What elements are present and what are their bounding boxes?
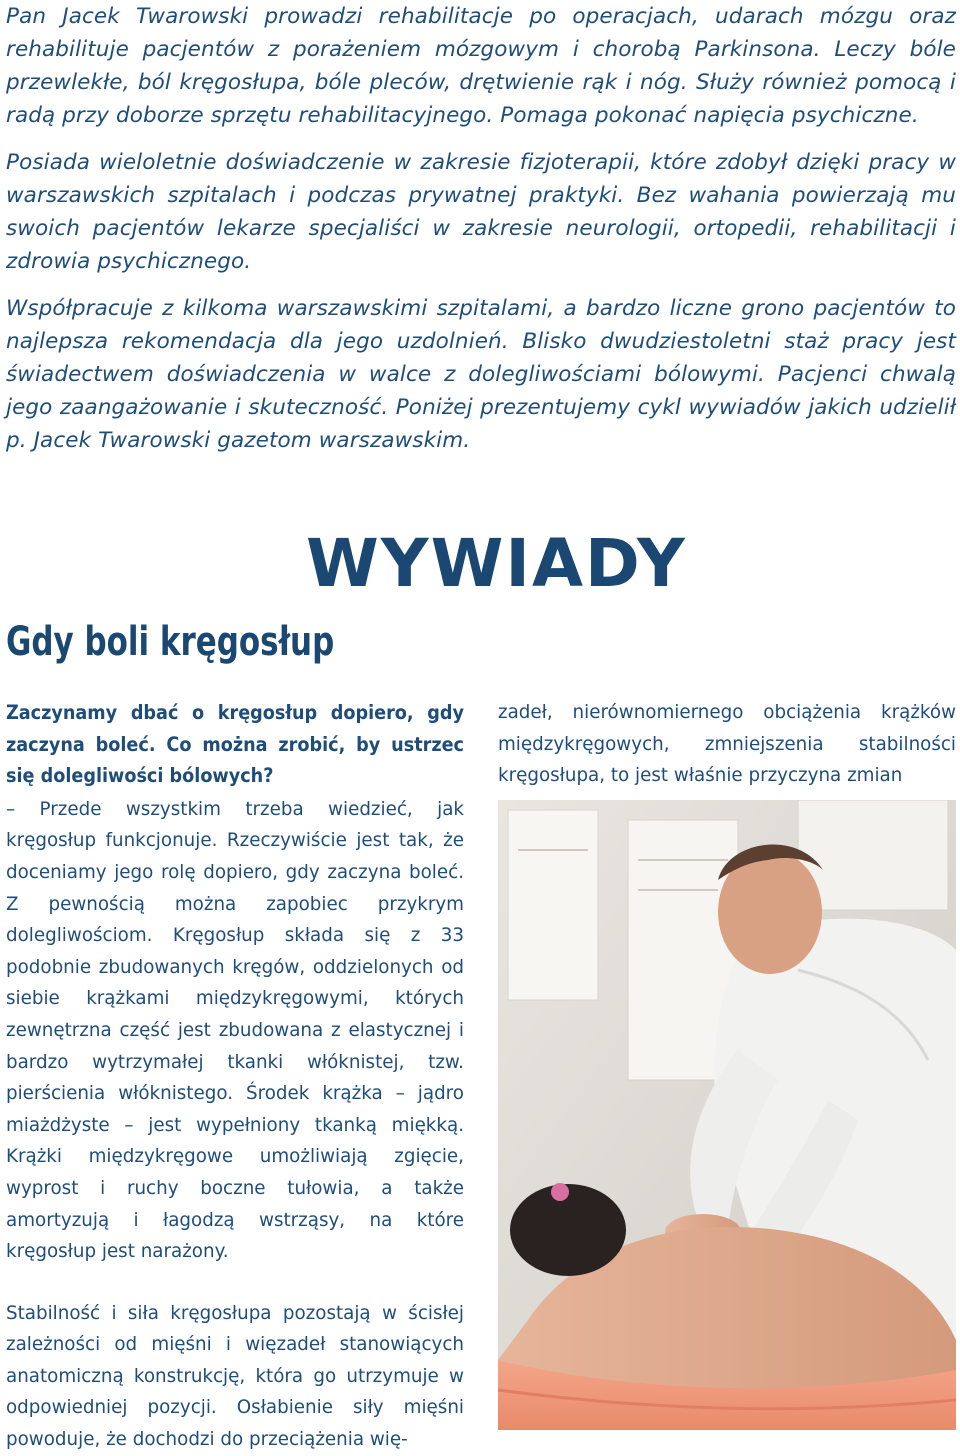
article-left-column — [6, 697, 464, 1456]
answer-paragraph-1: – Przede wszystkim trzeba wiedzieć, jak kręgosłup funkcjonuje. Rzeczywiście jest tak, że doceniamy jego rolę dopiero, gdy zaczyna boleć. Z pewnością można zapobiec przykrym dolegliwościom. Kręgosłup składa się z 33 podobnie zbudowanych kręgów, oddzielonych od siebie krążkami międzykręgowymi, których zewnętrzna część jest zbudowana z elastycznej i bardzo wytrzymałej tkanki włóknistej, tzw. pierścienia włóknistego. Środek krążka – jądro miażdżyste – jest wypełniony tkanką miękką. Krążki międzykręgowe umożliwiają zgięcie, wyprost i ruchy boczne tułowia, a także amortyzują i łagodzą wstrząsy, na które kręgosłup jest narażony. — [6, 798, 464, 1263]
massage-photo — [498, 800, 956, 1430]
intro-paragraph-2: Posiada wieloletnie doświadczenie w zakresie fizjoterapii, które zdobył dzięki pracy w warszawskich szpitalach i podczas prywatnej praktyki. Bez wahania powierzają mu swoich pacjentów lekarze specjaliści w zakresie neurologii, ortopedii, rehabilitacji i zdrowia psychicznego. — [6, 150, 956, 274]
intro-text — [6, 0, 956, 471]
article-right-column: zadeł, nierównomiernego obciążenia krążków międzykręgowych, zmniejszenia stabilności kręgosłupa, to jest właśnie przyczyna zmian — [498, 702, 956, 787]
intro-paragraph-3: Współpracuje z kilkoma warszawskimi szpitalami, a bardzo liczne grono pacjentów to najlepsza rekomendacja dla jego uzdolnień. Blisko dwudziestoletni staż pracy jest świadectwem doświadczenia w walce z dolegliwościami bólowymi. Pacjenci chwalą jego zaangażowanie i skuteczność. Poniżej prezentujemy cykl wywiadów jakich udzielił p. Jacek Twarowski gazetom warszawskim. — [6, 296, 956, 453]
interview-question: Zaczynamy dbać o kręgosłup dopiero, gdy zaczyna boleć. Co można zrobić, by ustrzec się dolegliwości bólowych? — [6, 701, 464, 788]
article-title: Gdy boli kręgosłup — [6, 619, 335, 665]
intro-paragraph-1: Pan Jacek Twarowski prowadzi rehabilitacje po operacjach, udarach mózgu oraz rehabilituje pacjentów z porażeniem mózgowym i chorobą Parkinsona. Leczy bóle przewlekłe, ból kręgosłupa, bóle pleców, drętwienie rąk i nóg. Służy również pomocą i radą przy doborze sprzętu rehabilitacyjnego. Pomaga pokonać napięcia psychiczne. — [6, 4, 956, 128]
section-heading: WYWIADY — [306, 525, 687, 602]
photo-illustration — [498, 800, 956, 1430]
answer-paragraph-2: Stabilność i siła kręgosłupa pozostają w ścisłej zależności od mięśni i więzadeł stanowiących anatomiczną konstrukcję, która go utrzymuje w odpowiedniej pozycji. Osłabienie siły mięśni powoduje, że dochodzi do przeciążenia wię- — [6, 1302, 464, 1451]
